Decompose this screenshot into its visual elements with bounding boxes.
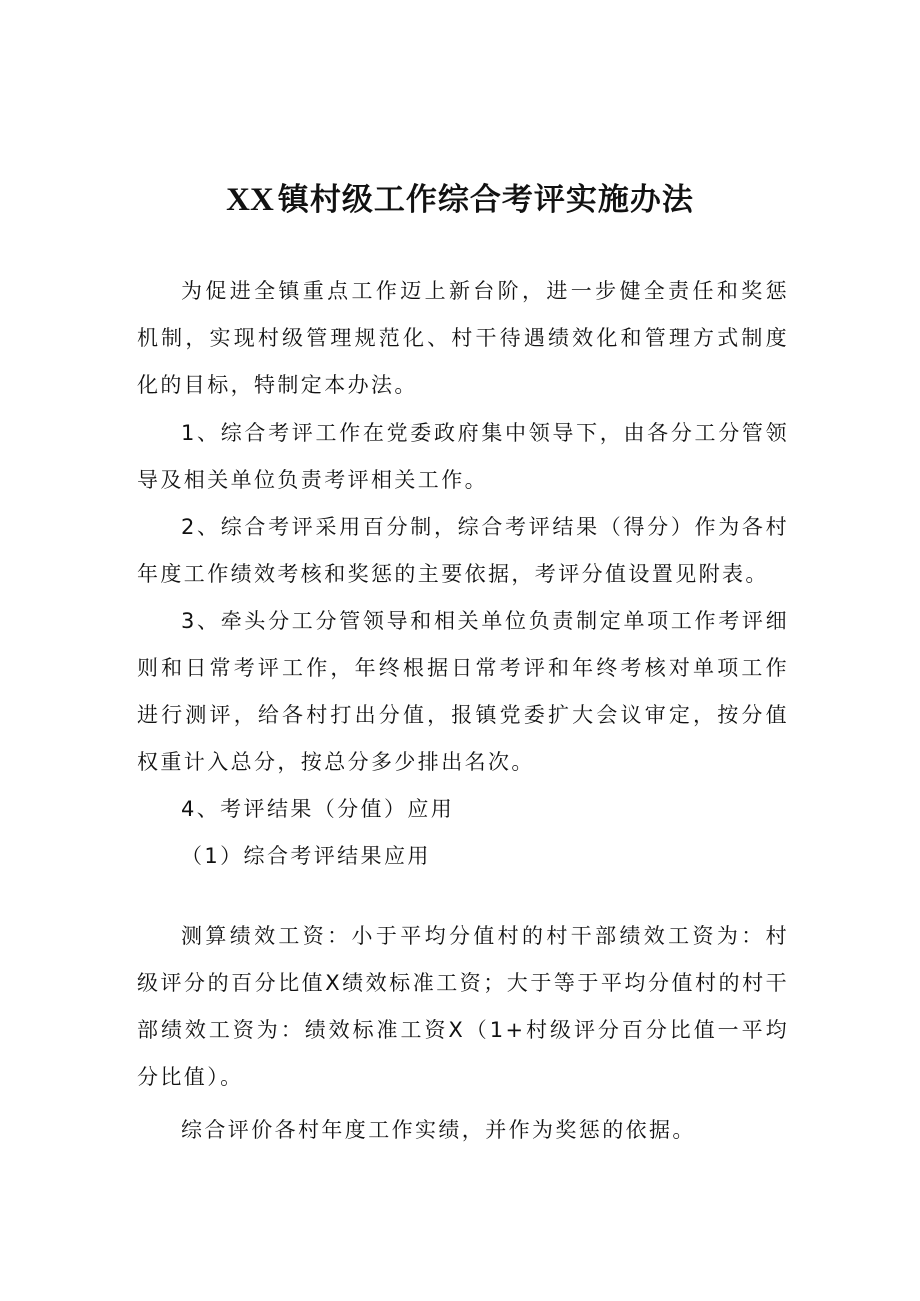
- title-main: 镇村级工作综合考评实施办法: [277, 182, 694, 218]
- paragraph-item-1: 1、综合考评工作在党委政府集中领导下，由各分工分管领导及相关单位负责考评相关工作。: [137, 421, 789, 492]
- paragraph-item-4-heading: 4、考评结果（分值）应用: [181, 797, 455, 821]
- paragraph-subheading-1: （1）综合考评结果应用: [181, 844, 431, 868]
- paragraph-intro: 为促进全镇重点工作迈上新台阶，进一步健全责任和奖惩机制，实现村级管理规范化、村干待遇绩效化和管理方式制度化的目标，特制定本办法。: [137, 279, 789, 397]
- paragraph-evaluation: 综合评价各村年度工作实绩，并作为奖惩的依据。: [181, 1118, 696, 1142]
- paragraph-item-2: 2、综合考评采用百分制，综合考评结果（得分）作为各村年度工作绩效考核和奖惩的主要依据，考评分值设置见附表。: [137, 515, 789, 586]
- paragraph-salary-calculation: 测算绩效工资：小于平均分值村的村干部绩效工资为：村级评分的百分比值X绩效标准工资；大于等于平均分值村的村干部绩效工资为：绩效标准工资X（1+村级评分百分比值一平均分比值）。: [137, 924, 789, 1089]
- paragraph-item-3: 3、牵头分工分管领导和相关单位负责制定单项工作考评细则和日常考评工作，年终根据日常考评和年终考核对单项工作进行测评，给各村打出分值，报镇党委扩大会议审定，按分值权重计入总分，按总分多少排出名次。: [137, 609, 789, 774]
- title-prefix: XX: [226, 182, 274, 218]
- document-title: [0, 178, 920, 222]
